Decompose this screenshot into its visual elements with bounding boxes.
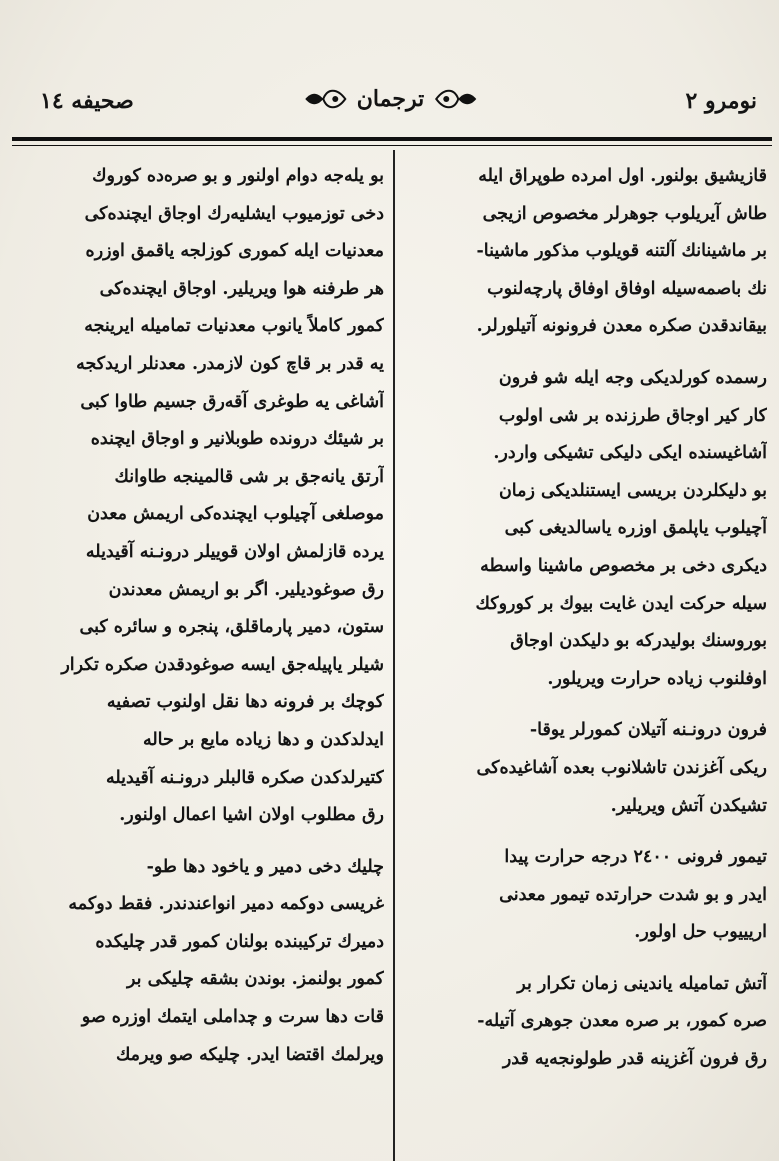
text-line: بر شيئك درونده طوبلانير و اوجاق ايچنده	[90, 429, 384, 450]
paragraph-1	[402, 158, 767, 346]
ornament-left-icon	[303, 86, 347, 112]
text-line: بو يله‌جه دوام اولنور و بو صره‌ده كوروك	[92, 166, 384, 186]
text-line: تشيكدن آتش ويريلير.	[610, 795, 767, 816]
text-line: كار كير اوجاق طرزنده بر شى اولوب	[498, 405, 767, 426]
text-line: چليك دخى دمير و ياخود دها طو-	[146, 856, 384, 877]
text-line: كوچك بر فرونه دها نقل اولنوب تصفيه	[106, 692, 384, 713]
text-line: اريييوب حل اولور.	[634, 922, 767, 943]
page-number: صحيفه ١٤	[40, 88, 134, 114]
text-line: قات دها سرت و چداملى ايتمك اوزره صو	[81, 1007, 384, 1028]
text-line: معدنيات ايله كمورى كوزلجه ياقمق اوزره	[85, 241, 384, 262]
text-line: ويرلمك اقتضا ايدر. چليكه صو ويرمك	[115, 1044, 384, 1065]
paragraph-2	[16, 849, 384, 1075]
text-line: رق مطلوب اولان اشيا اعمال اولنور.	[119, 805, 384, 826]
text-line: دميرك تركيبنده بولنان كمور قدر چليكده	[95, 931, 384, 952]
text-line: ايدر و بو شدت حرارتده تيمور معدنى	[499, 884, 767, 905]
text-line: قازيشيق بولنور. اول امرده طوپراق ايله	[478, 166, 767, 186]
text-line: كتيرلدكدن صكره قالبلر درونـنه آقيديله	[105, 767, 384, 788]
text-line: هر طرفنه هوا ويريلير. اوجاق ايچنده‌كى	[99, 278, 384, 299]
text-line: بو دليكلردن بريسى ايستنلديكى زمان	[498, 480, 767, 501]
text-line: رق فرون آغزينه قدر طولونجه‌يه قدر	[502, 1049, 767, 1070]
text-line: يرده قازلمش اولان قوييلر درونـنه آقيديله	[85, 541, 384, 562]
masthead	[303, 86, 478, 112]
text-line: ستون، دمير پارماقلق، پنجره و سائره كبى	[79, 617, 384, 638]
text-line: موصلغى آچيلوب ايچنده‌كى اريمش معدن	[87, 504, 384, 525]
paragraph-3	[402, 712, 767, 825]
text-line: بوروسنك بوليدركه بو دليكدن اوجاق	[510, 631, 767, 652]
text-line: دخى توزميوب ايشليه‌رك اوجاق ايچنده‌كى	[84, 203, 384, 224]
text-line: يه قدر بر قاچ كون لازمدر. معدنلر اريدكجه	[76, 353, 384, 374]
text-line: آتش تماميله ياندينى زمان تكرار بر	[517, 973, 767, 994]
text-line: صره كمور، بر صره معدن جوهرى آتيله-	[477, 1011, 767, 1032]
header-rule-thin	[12, 145, 772, 146]
text-line: بر ماشينانك آلتنه قويلوب مذكور ماشينا-	[476, 241, 767, 262]
right-column	[402, 158, 767, 1079]
paragraph-5	[402, 966, 767, 1079]
text-line: آشاغيسنده ايكى دليكى تشيكى واردر.	[493, 443, 767, 464]
newspaper-title: ترجمان	[356, 86, 425, 112]
text-line: تيمور فرونى ٢٤٠٠ درجه حرارت پيدا	[504, 847, 767, 868]
text-line: آچيلوب ياپلمق اوزره ياسالديغى كبى	[504, 518, 767, 539]
text-line: رق صوغوديلير. اگر بو اريمش معدندن	[108, 579, 384, 600]
column-divider	[393, 150, 395, 1161]
paragraph-4	[402, 839, 767, 952]
text-line: بيقاندقدن صكره معدن فرونونه آتيلورلر.	[476, 316, 767, 337]
ornament-right-icon	[434, 86, 478, 112]
issue-number: نومرو ۲	[685, 88, 757, 114]
left-column	[16, 158, 384, 1074]
text-line: سيله حركت ايدن غايت بيوك بر كوروكك	[475, 593, 767, 614]
header-rule-thick	[12, 137, 772, 141]
paragraph-1	[16, 158, 384, 835]
text-line: ديكرى دخى بر مخصوص ماشينا واسطه	[480, 555, 767, 576]
text-line: غريسى دوكمه دمير انواعندندر. فقط دوكمه	[68, 894, 384, 915]
page-header	[18, 82, 763, 130]
text-line: فرون درونـنه آتيلان كمورلر يوقا-	[529, 720, 767, 741]
text-line: طاش آيريلوب جوهرلر مخصوص ازيجى	[482, 203, 767, 224]
text-line: رسمده كورلديكى وجه ايله شو فرون	[498, 367, 767, 388]
text-line: نك باصمه‌سيله اوفاق اوفاق پارچه‌لنوب	[487, 278, 767, 299]
text-line: كمور كاملاً يانوب معدنيات تماميله ايرينجه	[84, 316, 384, 337]
text-line: ايدلدكدن و دها زياده مايع بر حاله	[142, 729, 384, 750]
text-line: اوفلنوب زياده حرارت ويريلور.	[547, 668, 767, 689]
text-line: كمور بولنمز. بوندن بشقه چليكى بر	[127, 969, 384, 990]
text-line: آشاغى يه طوغرى آقه‌رق جسيم طاوا كبى	[80, 391, 384, 412]
text-line: ريكى آغزندن تاشلانوب بعده آشاغيده‌كى	[476, 757, 767, 778]
text-line: آرتق يانه‌جق بر شى قالمينجه طاوانك	[114, 466, 384, 487]
paragraph-2	[402, 360, 767, 698]
text-line: شيلر ياپيله‌جق ايسه صوغودقدن صكره تكرار	[61, 654, 384, 675]
